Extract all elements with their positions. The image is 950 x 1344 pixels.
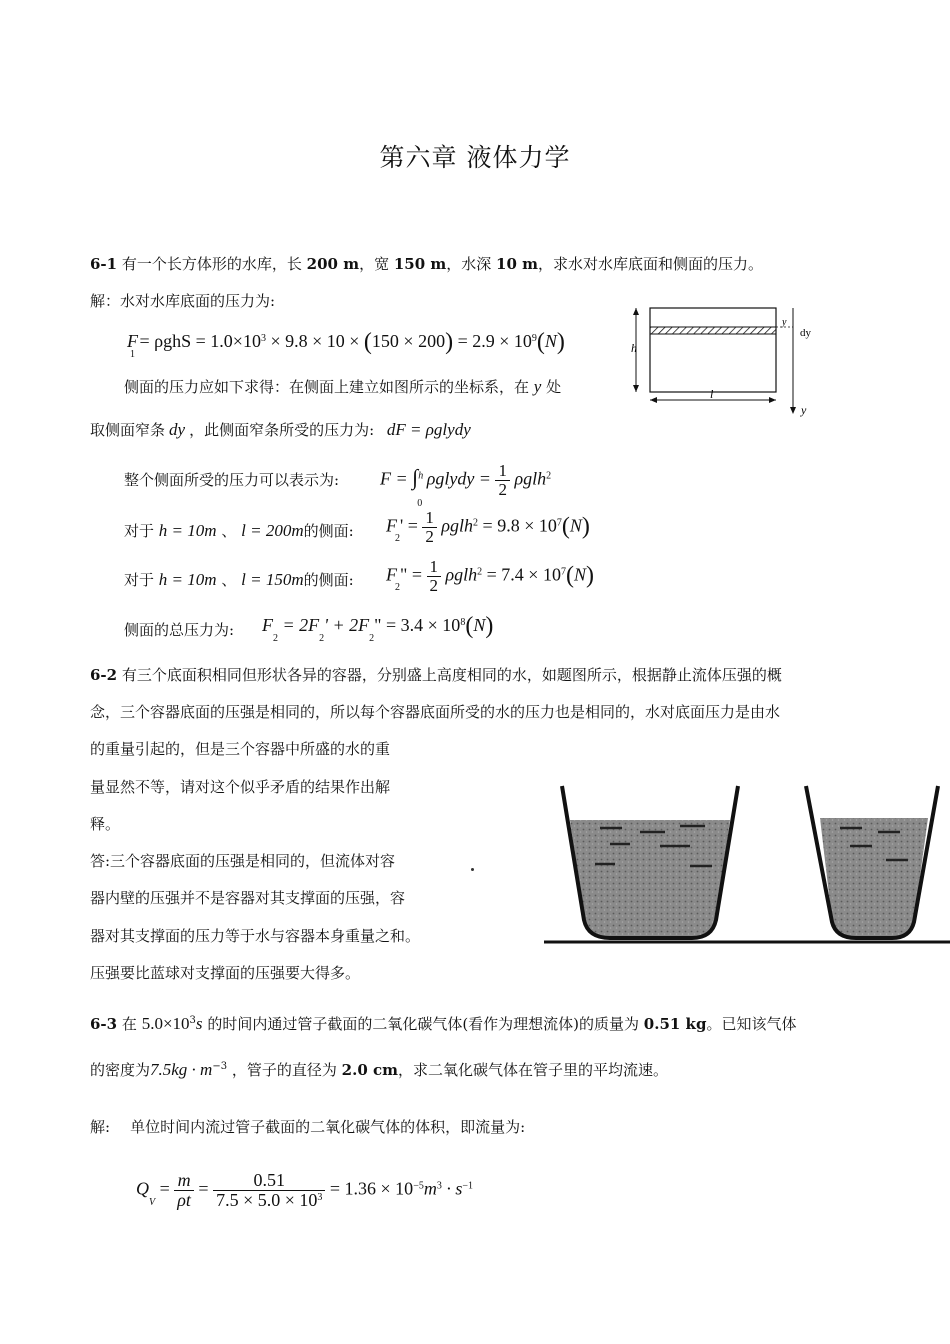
integral-line: 整个侧面所受的压力可以表示为: — [124, 471, 340, 489]
problem-number: 6-1 — [90, 255, 118, 273]
answer-6-2-line-1: 答:三个容器底面的压强是相同的，但流体对容 — [90, 852, 396, 870]
equation-side-200: $F_2'$ = $\frac{1}{2}$ $\rho glh^2 = 9.8 \times 10^7(N)$ — [386, 508, 590, 546]
problem-6-1: 6-1 有一个长方体形的水库，长 200 m，宽 150 m，水深 10 m，求水对水库底面和侧面的压力。 — [90, 255, 764, 273]
answer-6-2-line-2: 器内壁的压强并不是容器对其支撑面的压强，容 — [90, 889, 406, 907]
problem-6-3-line-2: 的密度为$7.5kg \cdot m^{-3}$ ，管子的直径为 2.0 cm，求二氧化碳气体在管子里的平均流速。 — [90, 1060, 668, 1079]
equation-flow-rate: $Q_V$ = $\frac{m}{\rho t}$ = $\frac{0.51}{7.5 \times 5.0 \times 10^3}$ = $1.36 \times 10^{-5}m^3 \cdot s^{-1}$ — [136, 1170, 473, 1210]
strip-line: 取侧面窄条 dy ，此侧面窄条所受的压力为: dF = ρglydy — [90, 420, 471, 439]
answer-6-2-line-3: 器对其支撑面的压力等于水与容器本身重量之和。 — [90, 927, 421, 945]
solution-6-3: 解: 单位时间内流过管子截面的二氧化碳气体的体积，即流量为: — [90, 1118, 526, 1136]
equation-side-150: $F_2$" = $\frac{1}{2}$ $\rho glh^2 = 7.4 \times 10^7(N)$ — [386, 557, 594, 595]
problem-6-2-line-1: 6-2 有三个底面积相同但形状各异的容器，分别盛上高度相同的水，如题图所示，根据静止流体压强的概 — [90, 666, 782, 684]
side-200-line: 对于 h = 10m 、 l = 200m的侧面: — [124, 521, 354, 540]
y-label: y — [801, 403, 807, 417]
problem-number: 6-3 — [90, 1015, 118, 1033]
reservoir-outline — [650, 308, 776, 392]
answer-6-2-line-4: 压强要比蓝球对支撑面的压强要大得多。 — [90, 964, 361, 982]
l-label: l — [710, 387, 714, 401]
problem-6-3-line-1: 6-3 在 $5.0\times 10^3s$ 的时间内通过管子截面的二氧化碳气体(看作为理想流体)的质量为 0.51 kg。已知该气体 — [90, 1014, 797, 1033]
h-label: h — [631, 341, 637, 355]
page-title: 第六章 液体力学 — [379, 143, 571, 172]
problem-6-2-line-5: 释。 — [90, 815, 121, 833]
dy-label: dy — [800, 327, 811, 339]
total-line: 侧面的总压力为: — [124, 621, 235, 639]
equation-f1: $F_1 = \rho ghS = 1.0\times 10^3 \times 9.8 \times 10 \times (150 \times 200) = 2.9 \times 10^9(N)$ — [127, 329, 565, 360]
problem-number: 6-2 — [90, 666, 118, 684]
problem-6-2-line-4: 量显然不等，请对这个似乎矛盾的结果作出解 — [90, 778, 391, 796]
solution-intro: 解：水对水库底面的压力为: — [90, 292, 276, 310]
container-1-water — [570, 820, 730, 938]
containers-illustration — [540, 780, 950, 950]
svg-text:y: y — [782, 317, 787, 328]
reservoir-diagram — [628, 300, 828, 420]
problem-6-2-line-2: 念，三个容器底面的压强是相同的，所以每个容器底面所受的水的压力也是相同的，水对底面压力是由水 — [90, 703, 781, 721]
stray-dot — [471, 868, 474, 871]
strip-dy — [650, 327, 776, 334]
problem-6-2-line-3: 的重量引起的，但是三个容器中所盛的水的重 — [90, 740, 391, 758]
side-intro: 侧面的压力应如下求得：在侧面上建立如图所示的坐标系，在 y 处 — [124, 377, 562, 396]
side-150-line: 对于 h = 10m 、 l = 150m的侧面: — [124, 570, 354, 589]
integral-expression: F = ∫$^h_0$ ρglydy = $\frac{1}{2}$ ρglh$^2$ — [380, 461, 552, 510]
container-2-water — [820, 818, 928, 938]
equation-total: $F_2 = 2F_2' + 2F_2$" = $3.4 \times 10^8(N)$ — [262, 613, 494, 644]
